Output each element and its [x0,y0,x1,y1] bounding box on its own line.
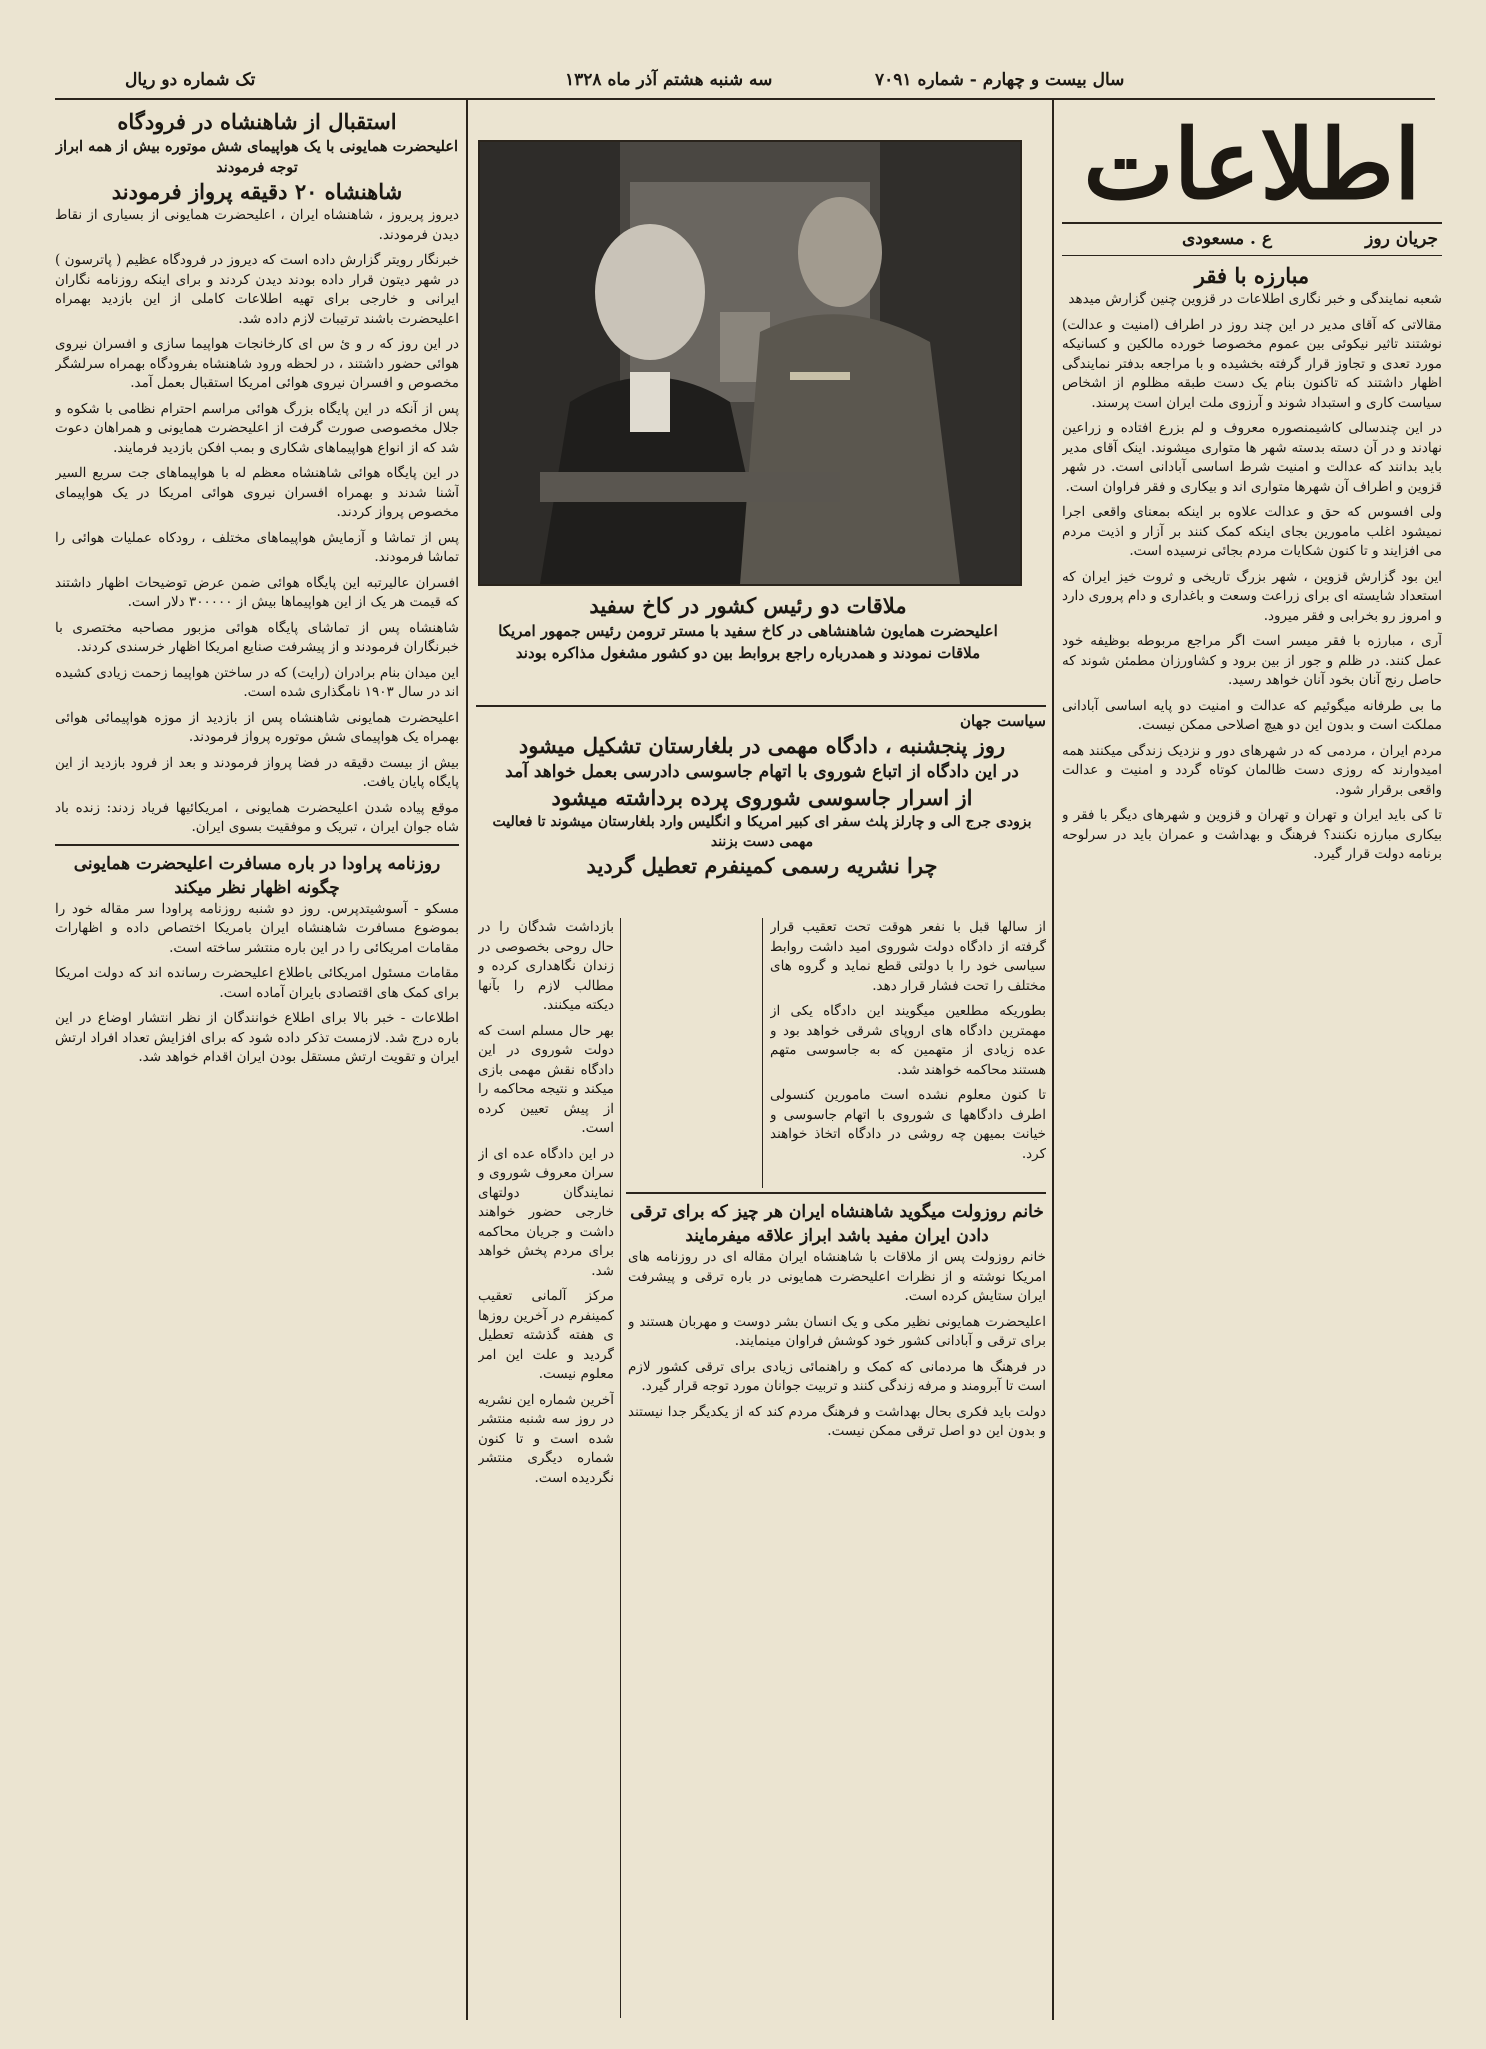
price-label: تک شماره دو ریال [125,70,256,90]
paragraph: پس از تماشا و آزمایش هواپیماهای مختلف ، رودکاه عملیات هوائی را تماشا فرمودند. [55,529,459,565]
issue-label: سال بیست و چهارم - شماره ۷۰۹۱ [875,70,1125,90]
paragraph: دیروز پریروز ، شاهنشاه ایران ، اعلیحضرت همایونی از بسیاری از نقاط دیدن فرمودند. [55,207,459,243]
paragraph: اعلیحضرت همایونی شاهنشاه پس از بازدید از موزه هواپیمائی هوائی بهمراه یک هواپیمای شش موتوره پرواز فرمودند. [55,709,459,745]
news-subhead: بزودی جرج الی و چارلز پلث سفر ای کبیر امریکا و انگلیس وارد بلغارستان میشوند تا فعالیت مهمی دست بزنند [492,813,1032,850]
paragraph: مردم ایران ، مردمی که در شهرهای دور و نزدیک زندگی میکنند همه امیدوارند که روزی دست ظالمان کوتاه گردد و امنیت و عدالت واقعی برقرار شود. [1062,742,1442,798]
divider [55,844,459,846]
paragraph: در فرهنگ ها مردمانی که کمک و راهنمائی زیادی برای ترقی کشور لازم است تا آبرومند و مرفه زندگی کنند و تربیت جوانان مورد توجه قرار گیرد. [628,1358,1046,1394]
left-column [55,108,459,2018]
paragraph: افسران عالیرتبه این پایگاه هوائی ضمن عرض توضیحات اظهار داشتند که قیمت هر یک از این هواپیماها بیش از ۳۰۰۰۰۰ دلار است. [55,574,459,610]
column-divider [620,918,621,2018]
paragraph: در این دادگاه عده ای از سران معروف شوروی و نمایندگان دولتهای خارجی حضور خواهند داشت و جریان محاکمه برای مردم پخش خواهد شد. [478,1145,614,1279]
paragraph: دولت باید فکری بحال بهداشت و فرهنگ مردم کند که از یکدیگر جدا نیستند و بدون این دو اصل ترقی ممکن نیست. [628,1403,1046,1439]
paragraph: موقع پیاده شدن اعلیحضرت همایونی ، امریکائیها فریاد زدند: زنده باد شاه جوان ایران ، تبریک و موفقیت بسوی ایران. [55,799,459,835]
paragraph: این میدان بنام برادران (رایت) که در ساختن هواپیما زحمت زیادی کشیده اند در سال ۱۹۰۳ نامگذاری شده است. [55,664,459,700]
center-column-b [478,918,614,2018]
article-headline: مبارزه با فقر [1194,263,1310,288]
caption-text: اعلیحضرت همایون شاهنشاهی در کاخ سفید با مستر ترومن رئیس جمهور امریکا ملاقات نمودند و همدرباره راجع بروابط بین دو کشور مشغول مذاکره بودند [498,622,998,662]
paragraph: خانم روزولت پس از ملاقات با شاهنشاه ایران مقاله ای در روزنامه های امریکا نوشته و از نظرات اعلیحضرت همایونی در باره ترقی و پیشرفت ایران ستایش کرده است. [628,1249,1046,1304]
paragraph: بهر حال مسلم است که دولت شوروی در این دادگاه نقش مهمی بازی میکند و نتیجه محاکمه را از پیش تعیین کرده است. [478,1022,614,1136]
divider [626,1192,1046,1194]
paragraph: در این چندسالی کاشیمنصوره معروف و لم بزرع افتاده و زراعین نهادند و در آن دسته بدسته شهر ها متواری میشوند. اینک آقای مدیر باید بدانند که عدالت و امنیت شرط اساسی آبادانی است. در شهر قزوین و اطراف آن شهرها متواری اند و بیکاری و فقر فراوان است. [1062,420,1442,495]
news-headline: روز پنجشنبه ، دادگاه مهمی در بلغارستان تشکیل میشود [518,732,1006,758]
top-info-bar [55,62,1435,100]
paragraph: از سالها قبل با نفعر هوقت تحت تعقیب قرار گرفته از دادگاه دولت شوروی امید داشت روابط سیاسی خود را با دولتی قطع نماید و گروه های مختلف را تحت فشار قرار دهد. [770,919,1046,994]
section-label: سیاست جهان [960,712,1046,730]
paragraph: مقالاتی که آقای مدیر در این چند روز در اطراف (امنیت و عدالت) نوشتند تاثیر نیکوئی بین عموم مخصوصا خورده مالکین و کسانیکه مورد تعدی و تجاوز قرار گرفته بخشیده و با مراجعه بدفتر نمایندگی اظهار داشتند که تاکنون بنام یک دست طبقه مظلوم از اشخاص سیاست کاری و استبداد شوند و آرزوی ملت ایران است پرسند. [1062,316,1442,411]
news-photo [478,140,1022,586]
paragraph: این بود گزارش قزوین ، شهر بزرگ تاریخی و ثروت خیز ایران که استعداد شایسته ای برای زراعت وسعت و باغداری و دام پروری دارد و امروز رو بخرابی و فقر میرود. [1062,568,1442,624]
photo-illustration [480,142,1020,584]
paragraph: در این روز که ر و ئ س ای کارخانجات هواپیما سازی و افسران نیروی هوائی حضور داشتند ، در لحظه ورود شاهنشاه بفرودگاه بهمراه سرلشگر مخصوص و افسران نیروی هوائی امریکا استقبال بعمل آمد. [55,336,459,391]
center-column-a [770,918,1046,1188]
author-name: ع . مسعودی [1182,229,1273,249]
paragraph: ولی افسوس که حق و عدالت علاوه بر اینکه بمعنای واقعی اجرا نمیشود اغلب مامورین بجای اینکه کمک کنند بر آزار و اذیت مردم می افزایند و تا کنون شکایات مردم بجائی نرسیده است. [1062,504,1442,559]
paragraph: در این پایگاه هوائی شاهنشاه معظم له با هواپیماهای جت سریع السیر آشنا شدند و بهمراه افسران نیروی هوائی امریکا در یک هواپیمای مخصوص پرواز کردند. [55,465,459,520]
masthead: اطلاعات [1083,108,1421,221]
right-column [1062,262,1442,2022]
paragraph: مسکو - آسوشیتدپرس. روز دو شنبه روزنامه پراودا سر مقاله خود را بموضوع مسافرت شاهنشاه ایران بامریکا اختصاص داده و اظهارات مقامات امریکائی را در این باره منتشر ساخته است. [55,900,459,956]
paragraph: خبرنگار رویتر گزارش داده است که دیروز در فرودگاه عظیم ( پاترسون ) در شهر دیتون قرار داده بودند دیدن کردند و برای اینکه روزنامه نگاران ایرانی و خارجی برای تهیه اطلاعات کاملی از این بازدید بهمراه اعلیحضرت باشند ترتیبات لازم داده شد. [55,252,459,327]
paragraph: پس از آنکه در این پایگاه بزرگ هوائی مراسم احترام نظامی با شکوه و جلال مخصوصی صورت گرفت از اعلیحضرت همایونی و همراهان دعوت شد که از انواع هواپیماهای شکاری و بمب افکن بازدید فرمایند. [55,400,459,456]
byline [1062,225,1442,256]
paragraph: آخرین شماره این نشریه در روز سه شنبه منتشر شده است و تا کنون شماره دیگری منتشر نگردیده است. [478,1391,614,1486]
center-news [478,712,1046,912]
date-label: سه شنبه هشتم آذر ماه ۱۳۲۸ [565,70,773,90]
caption-title: ملاقات دو رئیس کشور در کاخ سفید [589,593,907,618]
news-headline: چرا نشریه رسمی کمینفرم تعطیل گردید [586,852,938,878]
article-headline: استقبال از شاهنشاه در فرودگاه [117,109,397,134]
paragraph: تا کنون معلوم نشده است مامورین کنسولی اطرف دادگاهها ی شوروی با اتهام جاسوسی و خیانت بمیهن چه روشی در دادگاه اتخاذ خواهند کرد. [770,1087,1046,1162]
column-divider [1052,100,1054,2020]
divider [476,705,1046,707]
article-headline: روزنامه پراودا در باره مسافرت اعلیحضرت همایونی چگونه اظهار نظر میکند [73,853,441,898]
paragraph: شعبه نمایندگی و خبر نگاری اطلاعات در قزوین چنین گزارش میدهد [1068,291,1442,307]
divider [1062,222,1442,224]
paragraph: شاهنشاه پس از تماشای پایگاه هوائی مزبور مصاحبه مختصری با خبرنگاران فرمودند و از پیشرفت صنایع امریکا اظهار خرسندی کردند. [55,619,459,655]
paragraph: ما بی طرفانه میگوئیم که عدالت و امنیت دو پایه اساسی آبادانی مملکت است و بدون این دو هیچ اصلاحی ممکن نیست. [1062,697,1442,733]
photo-caption [478,592,1018,702]
column-divider [762,918,763,1188]
paragraph: بیش از بیست دقیقه در فضا پرواز فرمودند و بعد از فرود بازدید از این پایگاه پایان یافت. [55,754,459,790]
column-divider [466,100,468,2020]
paragraph: بطوریکه مطلعین میگویند این دادگاه یکی از مهمترین دادگاه های اروپای شرقی خواهد بود و عده زیادی از متهمین که به جاسوسی متهم هستند محاکمه خواهند شد. [770,1003,1046,1078]
paragraph: بازداشت شدگان را در حال روحی بخصوصی در زندان نگاهداری کرده و مطالب لازم را بآنها دیکته میکنند. [478,919,614,1013]
section-label: جریان روز [1365,229,1438,249]
paragraph: اعلیحضرت همایونی نظیر مکی و یک انسان بشر دوست و مهربان هستند و برای ترقی و آبادانی کشور خود کوشش فراوان مینمایند. [628,1313,1046,1349]
article-subhead: اعلیحضرت همایونی با یک هواپیمای شش موتوره بیش از همه ابراز توجه فرمودند [55,138,459,176]
center-bottom-story [628,1200,1046,2020]
paragraph: مقامات مسئول امریکائی باطلاع اعلیحضرت رسانده اند که دولت امریکا برای کمک های اقتصادی بایران آماده است. [55,965,459,1001]
paragraph: اطلاعات - خبر بالا برای اطلاع خوانندگان از نظر انتشار اوضاع در این باره درج شد. لازمست تذکر داده شود که برای افزایش تعداد افراد ارتش ایران و تقویت ارتش مستقل بودن ایران اقدام خواهد شد. [55,1010,459,1065]
news-headline: خانم روزولت میگوید شاهنشاه ایران هر چیز که برای ترقی دادن ایران مفید باشد ابراز علاقه میفرمایند [630,1202,1044,1246]
news-headline: از اسرار جاسوسی شوروی پرده برداشته میشود [551,784,973,810]
paragraph: تا کی باید ایران و تهران و تهران و قزوین و شهرهای دیگر با فقر و بیکاری مبارزه نکنند؟ فرهنگ و بهداشت و عمران باید در سرلوحه برنامه دولت قرار گیرد. [1062,807,1442,862]
paragraph: مرکز آلمانی تعقیب کمینفرم در آخرین روزها ی هفته گذشته تعطیل گردید و علت این امر معلوم نیست. [478,1288,614,1382]
news-subhead: در این دادگاه از اتباع شوروی با اتهام جاسوسی دادرسی بعمل خواهد آمد [505,761,1019,782]
paragraph: آری ، مبارزه با فقر میسر است اگر مراجع مربوطه بوظیفه خود عمل کنند. در ظلم و جور از بین برود و کشاورزان مطمئن شوند که حاصل رنج آنان بخود آنان خواهد رسید. [1062,633,1442,688]
article-headline: شاهنشاه ۲۰ دقیقه پرواز فرمودند [111,179,403,204]
